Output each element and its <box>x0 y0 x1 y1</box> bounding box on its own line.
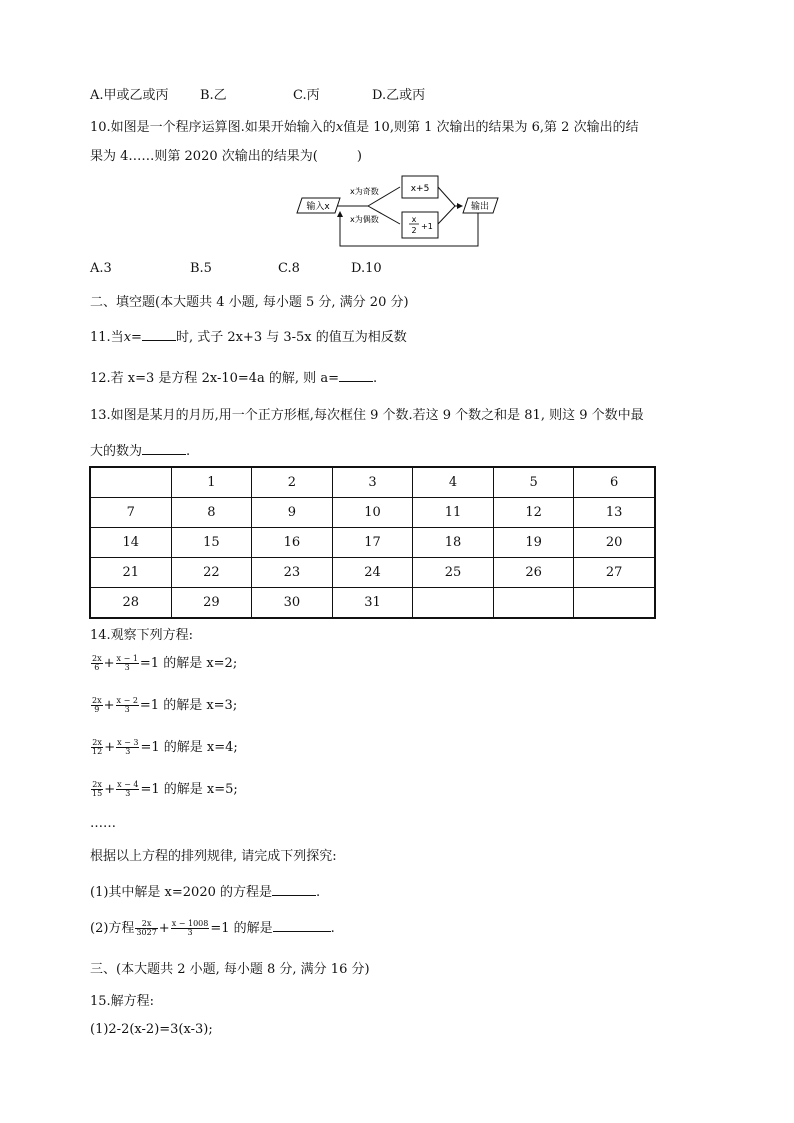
q12-answer-blank <box>339 369 373 382</box>
q10-line1 <box>90 116 639 135</box>
q13-line2-text: 大的数为 <box>90 444 143 459</box>
q10-option-a: A.3 <box>90 261 112 276</box>
calendar-row <box>90 467 655 498</box>
q14-part2-blank <box>273 919 331 932</box>
q9-option-c: C.丙 <box>293 88 320 103</box>
part2-frac-a-den: 3027 <box>136 928 157 937</box>
calendar-cell: 6 <box>574 467 655 498</box>
calendar-cell: 25 <box>413 558 494 588</box>
eq4-tail: =1 的解是 x=5; <box>140 782 238 797</box>
q11-post: 时, 式子 2x+3 与 3-5x 的值互为相反数 <box>175 330 407 345</box>
flow-odd-label: x为奇数 <box>350 187 379 196</box>
calendar-cell: 11 <box>413 498 494 528</box>
calendar-cell: 17 <box>332 528 413 558</box>
flow-even-den: 2 <box>411 226 417 235</box>
flow-edge-even-merge <box>438 206 455 224</box>
calendar-cell: 14 <box>90 528 171 558</box>
eq2-frac-a-num: 2x <box>92 696 102 705</box>
flow-even-num: x <box>411 215 417 224</box>
eq2-tail: =1 的解是 x=3; <box>139 698 238 713</box>
q11 <box>90 326 407 345</box>
calendar-cell: 12 <box>493 498 574 528</box>
q14-part2-pre: (2)方程 <box>90 921 135 936</box>
q14-part1-text: (1)其中解是 x=2020 的方程是 <box>90 885 272 900</box>
q9-option-b: B.乙 <box>200 88 227 103</box>
eq2-frac-b <box>116 697 139 714</box>
eq3-frac-a-den: 12 <box>92 747 103 756</box>
calendar-row <box>90 588 655 619</box>
calendar-cell: 3 <box>332 467 413 498</box>
q13-line1: 13.如图是某月的月历,用一个正方形框,每次框住 9 个数.若这 9 个数之和是 81, 则这 9 个数中最 <box>90 408 644 423</box>
eq1-frac-b-num: x − 1 <box>116 654 138 663</box>
eq2-frac-b-den: 3 <box>124 705 130 714</box>
calendar-cell: 19 <box>493 528 574 558</box>
calendar-cell: 30 <box>252 588 333 619</box>
calendar-cell: 9 <box>252 498 333 528</box>
eq1-frac-a <box>91 655 103 672</box>
eq1-tail: =1 的解是 x=2; <box>139 656 238 671</box>
q14-part2-post: =1 的解是 <box>210 921 273 936</box>
calendar-cell <box>574 588 655 619</box>
calendar-cell: 28 <box>90 588 171 619</box>
calendar-cell: 27 <box>574 558 655 588</box>
calendar-cell: 24 <box>332 558 413 588</box>
calendar-cell: 4 <box>413 467 494 498</box>
q10-flowchart <box>290 170 505 250</box>
part2-frac-b-num: x − 1008 <box>171 919 209 928</box>
q10-line2: 果为 4……则第 2020 次输出的结果为( ) <box>90 149 362 164</box>
q14-equation-1: $\frac{2x}{6}$ + $\frac{x - 1}{3}$ =1 的解是 x=2; <box>92 654 238 672</box>
part2-frac-a-num: 2x <box>135 920 157 929</box>
calendar-row <box>90 528 655 558</box>
q10-option-b: B.5 <box>190 261 212 276</box>
part2-frac-b-den: 3 <box>187 928 193 937</box>
q14-dots: …… <box>90 816 116 831</box>
q13-line2: 大的数为 . <box>90 444 191 459</box>
calendar-cell: 10 <box>332 498 413 528</box>
eq4-frac-b-den: 3 <box>125 789 131 798</box>
q10-line1-pre: 10.如图是一个程序运算图.如果开始输入的 <box>90 120 336 135</box>
eq2-frac-a-den: 9 <box>94 705 100 714</box>
calendar-cell: 20 <box>574 528 655 558</box>
calendar-cell: 8 <box>171 498 252 528</box>
q10-option-c: C.8 <box>278 261 300 276</box>
eq4-frac-a <box>91 781 103 798</box>
q11-var: x <box>123 330 132 345</box>
q12: 12.若 x=3 是方程 2x-10=4a 的解, 则 a= . <box>90 371 378 386</box>
eq2-frac-b-num: x − 2 <box>116 696 138 705</box>
q13-answer-blank <box>142 442 186 455</box>
eq1-frac-a-den: 6 <box>94 663 100 672</box>
eq3-frac-b <box>116 739 139 756</box>
q14-part1-blank <box>272 883 316 896</box>
eq3-frac-b-num: x − 3 <box>117 738 139 747</box>
flow-even-label: x为偶数 <box>350 215 379 224</box>
q14-part2: (2)方程 $\frac{2x}{3027}$ + $\frac{x - 1008}{3}$ =1 的解是 . <box>90 919 335 937</box>
eq4-frac-b <box>116 781 139 798</box>
calendar-cell: 5 <box>493 467 574 498</box>
eq3-tail: =1 的解是 x=4; <box>140 740 238 755</box>
calendar-cell: 1 <box>171 467 252 498</box>
calendar-cell: 18 <box>413 528 494 558</box>
calendar-cell: 16 <box>252 528 333 558</box>
eq1-frac-b-den: 3 <box>124 663 130 672</box>
q10-var: x <box>335 120 344 135</box>
calendar-cell <box>493 588 574 619</box>
calendar-cell: 2 <box>252 467 333 498</box>
calendar-cell: 23 <box>252 558 333 588</box>
section2-title: 二、填空题(本大题共 4 小题, 每小题 5 分, 满分 20 分) <box>90 295 409 310</box>
calendar-table <box>89 466 656 619</box>
q14-equation-3: $\frac{2x}{12}$ + $\frac{x - 3}{3}$ =1 的解是 x=4; <box>92 738 238 756</box>
q9-option-a: A.甲或乙或丙 <box>90 88 169 103</box>
eq4-frac-a-num: 2x <box>92 780 102 789</box>
q11-answer-blank <box>142 328 176 341</box>
eq4-frac-a-den: 15 <box>92 789 103 798</box>
calendar-cell: 29 <box>171 588 252 619</box>
section3-title: 三、(本大题共 2 小题, 每小题 8 分, 满分 16 分) <box>90 962 370 977</box>
q14-instruction: 根据以上方程的排列规律, 请完成下列探究: <box>90 849 337 864</box>
flow-output-label: 输出 <box>470 202 490 212</box>
q15-title: 15.解方程: <box>90 994 155 1009</box>
part2-frac-b <box>171 920 210 937</box>
q11-eq: = <box>131 330 142 345</box>
calendar-row <box>90 498 655 528</box>
eq3-frac-b-den: 3 <box>125 747 131 756</box>
calendar-cell: 15 <box>171 528 252 558</box>
calendar-cell <box>413 588 494 619</box>
q10-line1-post: 值是 10,则第 1 次输出的结果为 6,第 2 次输出的结 <box>343 120 639 135</box>
eq2-frac-a <box>91 697 103 714</box>
flow-even-plus: +1 <box>421 222 433 231</box>
q11-pre: 11.当 <box>90 330 124 345</box>
flow-edge-odd-merge <box>438 187 455 206</box>
q12-text: 12.若 x=3 是方程 2x-10=4a 的解, 则 a= <box>90 371 339 386</box>
part2-frac-a <box>135 920 157 937</box>
flow-input-label: 输入x <box>306 202 330 212</box>
eq1-frac-b <box>116 655 139 672</box>
calendar-cell: 7 <box>90 498 171 528</box>
calendar-cell: 13 <box>574 498 655 528</box>
eq4-frac-b-num: x − 4 <box>117 780 139 789</box>
calendar-body <box>90 467 655 618</box>
eq3-frac-a-num: 2x <box>92 738 102 747</box>
q14-title: 14.观察下列方程: <box>90 628 194 643</box>
q14-equation-2: $\frac{2x}{9}$ + $\frac{x - 2}{3}$ =1 的解是 x=3; <box>92 696 238 714</box>
calendar-cell <box>90 467 171 498</box>
calendar-cell: 21 <box>90 558 171 588</box>
q15-part1: (1)2-2(x-2)=3(x-3); <box>90 1022 213 1037</box>
q14-part1: (1)其中解是 x=2020 的方程是 . <box>90 885 321 900</box>
q14-equation-4: $\frac{2x}{15}$ + $\frac{x - 4}{3}$ =1 的解是 x=5; <box>92 780 238 798</box>
q9-option-d: D.乙或丙 <box>372 88 426 103</box>
calendar-cell: 26 <box>493 558 574 588</box>
eq3-frac-a <box>91 739 103 756</box>
calendar-cell: 31 <box>332 588 413 619</box>
flow-odd-box-label: x+5 <box>410 184 430 194</box>
q10-option-d: D.10 <box>351 261 382 276</box>
calendar-cell: 22 <box>171 558 252 588</box>
calendar-row <box>90 558 655 588</box>
eq1-frac-a-num: 2x <box>92 654 102 663</box>
